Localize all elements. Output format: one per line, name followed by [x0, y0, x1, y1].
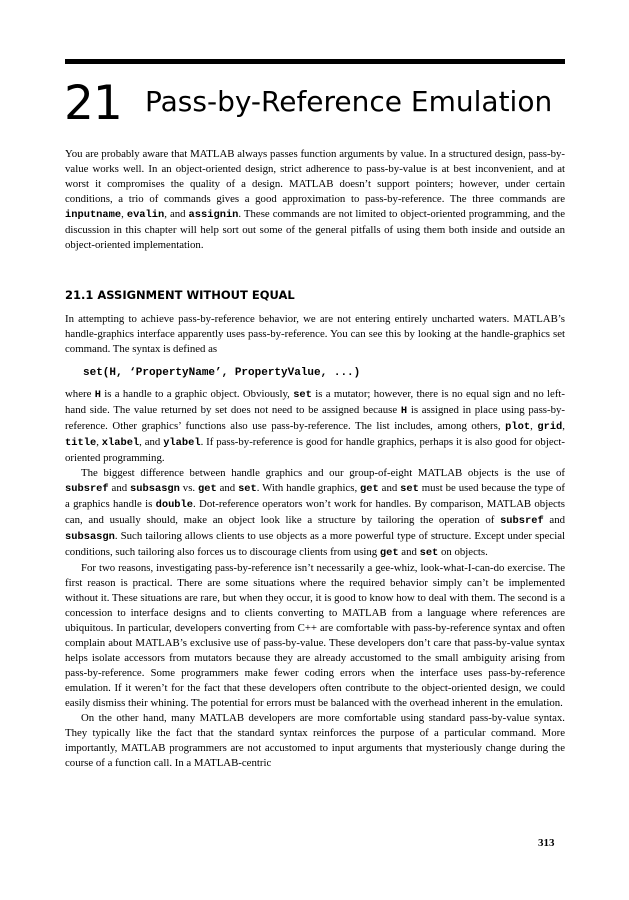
paragraph-handle-graphics: where H is a handle to a graphic object. Obviously, set is a mutator; however, there is no equal sign and no left-hand side. The value returned by set does not need to be assigned because H is assigned in place using pass-by-reference. Other graphics’ functions also use pass-by-reference. The list includes, among others, plot, grid, title, xlabel, and ylabel. If pass-by-reference is good for handle graphics, perhaps it is also good for object-oriented programming.	[65, 388, 566, 464]
section-heading: 21.1 ASSIGNMENT WITHOUT EQUAL	[65, 288, 295, 302]
code-evalin: evalin	[126, 209, 165, 221]
chapter-title: Pass-by-Reference Emulation	[145, 85, 553, 118]
paragraph-other-hand: On the other hand, many MATLAB developers are more comfortable using standard pass-by-value syntax. They typically like the fact that the standard syntax reinforces the purpose of a particular command. More importantly, MATLAB programmers are not accustomed to input arguments that mysteriously change during the course of a function call. In a MATLAB-centric	[65, 712, 565, 769]
chapter-number: 21	[64, 76, 122, 131]
chapter-top-rule	[65, 59, 565, 64]
page-number: 313	[538, 837, 555, 849]
paragraph-differences: The biggest difference between handle graphics and our group-of-eight MATLAB objects is the use of subsref and subsasgn vs. get and set. With handle graphics, get and set must be used because the type of a graphics handle is double. Dot-reference operators won’t work for handles. By comparison, MATLAB objects can, and usually should, make an object look like a structure by tailoring the operation of subsref and subsasgn. Such tailoring allows clients to use objects as a more powerful type of structure. Except under special conditions, such tailoring also forces us to discourage clients from using get and set on objects.	[65, 467, 565, 559]
intro-paragraph: You are probably aware that MATLAB always passes function arguments by value. In a structured design, pass-by-value works well. In an object-oriented design, strict adherence to pass-by-value is at best inconvenient, and at worst it compromises the quality of a design. MATLAB doesn’t support pointers; however, under certain conditions, a trio of commands gives a good approximation to pass-by-reference. The three commands are inputname, evalin, and assignin. These commands are not limited to object-oriented programming, and the discussion in this chapter will help sort out some of the general pitfalls of using them both inside and outside an object-oriented implementation.	[65, 148, 565, 251]
section-body	[65, 387, 565, 771]
code-example: set(H, ‘PropertyName’, PropertyValue, ...)	[83, 367, 361, 379]
paragraph-two-reasons: For two reasons, investigating pass-by-reference isn’t necessarily a gee-whiz, look-what-I-can-do exercise. The first reason is practical. There are some situations where the required behavior simply can’t be implemented without it. These situations are rare, but when they occur, it is good to know how to deal with them. The second is a concession to interface designs and to clients converting to MATLAB from a language where references are ubiquitous. In particular, developers converting from C++ are comfortable with pass-by-reference syntax and often complain about MATLAB’s exclusive use of pass-by-value. These developers don’t care that pass-by-value syntax helps isolate accessors from mutators because they are already accustomed to the small ambiguity arising from pass-by-reference. Some programmers make fewer coding errors when the interface uses pass-by-reference emulation. If it weren’t for the fact that these developers often contribute to the object-oriented design, we could easily dismiss their whining. The potential for errors must be balanced with the overhead inherent in the emulation.	[65, 562, 565, 709]
code-assignin: assignin	[188, 209, 239, 221]
section-paragraph-1: In attempting to achieve pass-by-reference behavior, we are not entering entirely uncharted waters. MATLAB’s handle-graphics interface apparently uses pass-by-reference. You can see this by looking at the handle-graphics set command. The syntax is defined as	[65, 313, 565, 355]
code-inputname: inputname	[65, 209, 122, 221]
